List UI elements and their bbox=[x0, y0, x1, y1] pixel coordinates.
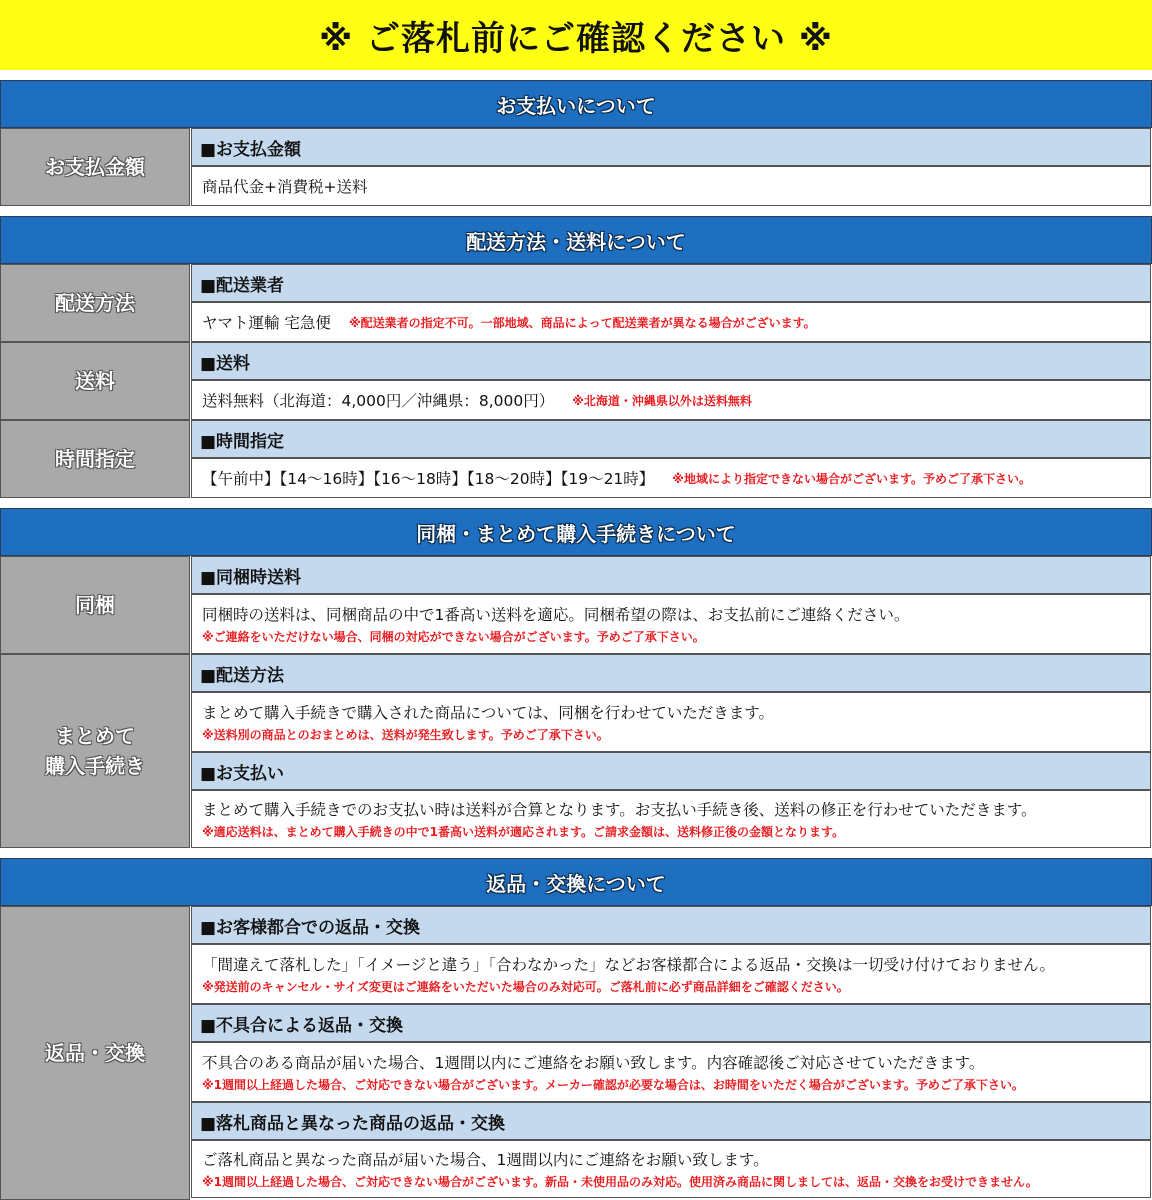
shipping-carrier-note: ※配送業者の指定不可。一部地域、商品によって配送業者が異なる場合がございます。 bbox=[348, 315, 816, 330]
shipping-carrier-subheading: ■配送業者 bbox=[191, 264, 1151, 302]
payment-heading: お支払いについて bbox=[0, 80, 1152, 128]
shipping-fee-body bbox=[191, 380, 1151, 420]
combined-shipping-subheading: ■配送方法 bbox=[191, 654, 1151, 692]
defect-return-text: 不具合のある商品が届いた場合、1週間以内にご連絡をお願い致します。内容確認後ご対応させていただきます。 bbox=[202, 1054, 985, 1072]
shipping-fee-note: ※北海道・沖縄県以外は送料無料 bbox=[572, 393, 752, 408]
shipping-heading: 配送方法・送料について bbox=[0, 216, 1152, 264]
combined-shipping-note: ※送料別の商品とのおまとめは、送料が発生致します。予めご了承下さい。 bbox=[202, 728, 609, 742]
notice-banner: ※ ご落札前にご確認ください ※ bbox=[0, 0, 1152, 70]
bundle-fee-subheading: ■同梱時送料 bbox=[191, 556, 1151, 594]
time-spec-note: ※地域により指定できない場合がございます。予めご了承下さい。 bbox=[672, 471, 1032, 486]
combined-shipping-text: まとめて購入手続きで購入された商品については、同梱を行わせていただきます。 bbox=[202, 704, 774, 722]
time-spec-text: 【午前中】【14～16時】【16～18時】【18～20時】【19～21時】 bbox=[202, 470, 655, 488]
bundle-heading: 同梱・まとめて購入手続きについて bbox=[0, 508, 1152, 556]
shipping-fee-subheading: ■送料 bbox=[191, 342, 1151, 380]
returns-label: 返品・交換 bbox=[0, 906, 190, 1200]
combined-payment-subheading: ■お支払い bbox=[191, 752, 1151, 790]
time-spec-label: 時間指定 bbox=[0, 420, 190, 498]
payment-amount-body bbox=[191, 166, 1151, 206]
defect-return-body bbox=[191, 1042, 1151, 1102]
time-spec-subheading: ■時間指定 bbox=[191, 420, 1151, 458]
payment-amount-label: お支払金額 bbox=[0, 128, 190, 206]
combined-purchase-label bbox=[0, 654, 190, 848]
payment-section bbox=[0, 80, 1152, 206]
combined-purchase-label-line2: 購入手続き bbox=[45, 754, 145, 778]
customer-return-body bbox=[191, 944, 1151, 1004]
shipping-fee-label: 送料 bbox=[0, 342, 190, 420]
customer-return-note: ※発送前のキャンセル・サイズ変更はご連絡をいただいた場合のみ対応可。ご落札前に必ず商品詳細をご確認ください。 bbox=[202, 980, 849, 994]
defect-return-subheading: ■不具合による返品・交換 bbox=[191, 1004, 1151, 1042]
wrong-item-return-body bbox=[191, 1140, 1151, 1198]
customer-return-subheading: ■お客様都合での返品・交換 bbox=[191, 906, 1151, 944]
combined-payment-text: まとめて購入手続きでのお支払い時は送料が合算となります。お支払い手続き後、送料の修正を行わせていただきます。 bbox=[202, 801, 1037, 819]
combined-payment-note: ※適応送料は、まとめて購入手続きの中で1番高い送料が適応されます。ご請求金額は、送料修正後の金額となります。 bbox=[202, 825, 845, 839]
returns-section bbox=[0, 858, 1152, 1200]
bundle-section bbox=[0, 508, 1152, 848]
time-spec-body bbox=[191, 458, 1151, 498]
wrong-item-return-text: ご落札商品と異なった商品が届いた場合、1週間以内にご連絡をお願い致します。 bbox=[202, 1151, 769, 1169]
wrong-item-return-subheading: ■落札商品と異なった商品の返品・交換 bbox=[191, 1102, 1151, 1140]
bundle-fee-body bbox=[191, 594, 1151, 654]
bundle-fee-note: ※ご連絡をいただけない場合、同梱の対応ができない場合がございます。予めご了承下さい。 bbox=[202, 630, 705, 644]
bundle-label: 同梱 bbox=[0, 556, 190, 654]
shipping-method-label: 配送方法 bbox=[0, 264, 190, 342]
combined-purchase-label-line1: まとめて bbox=[55, 724, 135, 748]
defect-return-note: ※1週間以上経過した場合、ご対応できない場合がございます。メーカー確認が必要な場合は、お時間をいただく場合がございます。予めご了承下さい。 bbox=[202, 1078, 1024, 1092]
bundle-fee-text: 同梱時の送料は、同梱商品の中で1番高い送料を適応。同梱希望の際は、お支払前にご連絡ください。 bbox=[202, 606, 910, 624]
shipping-fee-text: 送料無料（北海道：4,000円／沖縄県：8,000円） bbox=[202, 392, 555, 410]
payment-amount-text: 商品代金+消費税+送料 bbox=[202, 178, 368, 196]
wrong-item-return-note: ※1週間以上経過した場合、ご対応できない場合がございます。新品・未使用品のみ対応。使用済み商品に関しましては、返品・交換をお受けできません。 bbox=[202, 1175, 1038, 1189]
returns-heading: 返品・交換について bbox=[0, 858, 1152, 906]
combined-shipping-body bbox=[191, 692, 1151, 752]
combined-payment-body bbox=[191, 790, 1151, 848]
shipping-section bbox=[0, 216, 1152, 498]
customer-return-text: 「間違えて落札した」「イメージと違う」「合わなかった」などお客様都合による返品・交換は一切受け付けておりません。 bbox=[202, 956, 1055, 974]
shipping-carrier-text: ヤマト運輸 宅急便 bbox=[202, 314, 331, 332]
shipping-carrier-body bbox=[191, 302, 1151, 342]
payment-amount-subheading: ■お支払金額 bbox=[191, 128, 1151, 166]
